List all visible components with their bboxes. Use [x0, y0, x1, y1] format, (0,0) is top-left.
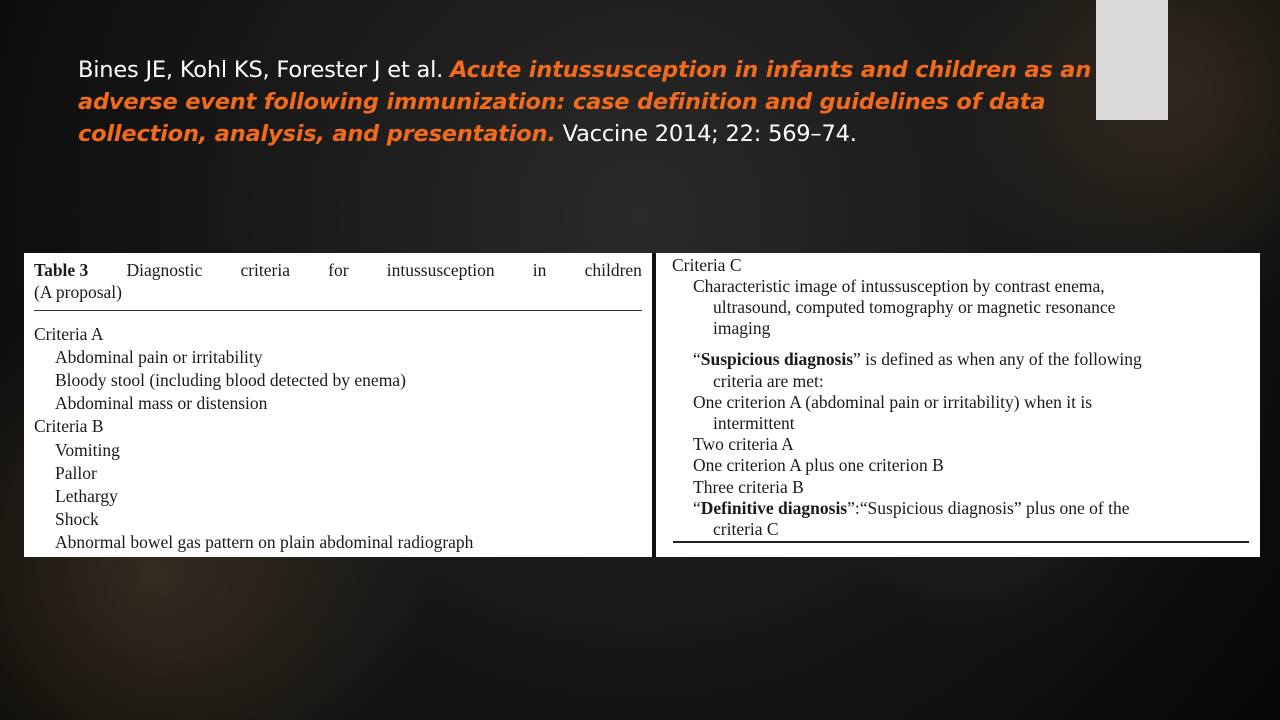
criteria-item: Vomiting — [55, 440, 120, 460]
table-right-panel — [656, 253, 1260, 557]
table-caption-word: Diagnostic — [126, 260, 203, 280]
table-header-rule — [34, 310, 642, 311]
citation-journal: Vaccine 2014; 22: 569–74. — [555, 121, 857, 147]
diagnosis-option-line: One criterion A (abdominal pain or irritability) when it is — [693, 392, 1093, 412]
suspicious-diagnosis-term: Suspicious diagnosis — [700, 349, 854, 369]
criteria-item: Bloody stool (including blood detected by enema) — [55, 370, 406, 390]
table-caption-word: criteria — [240, 260, 290, 280]
suspicious-diagnosis-continuation: criteria are met: — [713, 371, 824, 391]
definitive-diagnosis-continuation: criteria C — [713, 519, 779, 539]
citation-text — [78, 54, 1178, 150]
table-caption-line2: (A proposal) — [34, 282, 122, 302]
table-caption-word: for — [328, 260, 349, 280]
suspicious-diagnosis-line: “Suspicious diagnosis” is defined as when any of the following — [693, 349, 1142, 369]
diagnosis-option-line: Two criteria A — [693, 434, 794, 454]
criteria-c-line: ultrasound, computed tomography or magnetic resonance — [713, 297, 1116, 317]
citation-authors: Bines JE, Kohl KS, Forester J et al. — [78, 57, 451, 83]
definitive-diagnosis-rest: ”:“Suspicious diagnosis” plus one of the — [847, 498, 1130, 518]
criteria-item: Abnormal bowel gas pattern on plain abdominal radiograph — [55, 532, 474, 552]
table-bottom-rule — [673, 541, 1249, 543]
definitive-diagnosis-line: “Definitive diagnosis”:“Suspicious diagnosis” plus one of the — [693, 498, 1130, 518]
table-label: Table 3 — [34, 260, 89, 280]
diagnosis-option-line: One criterion A plus one criterion B — [693, 455, 944, 475]
table-caption — [34, 259, 642, 303]
diagnosis-option-line: Three criteria B — [693, 477, 804, 497]
criteria-c-heading: Criteria C — [672, 255, 742, 275]
criteria-item: Abdominal mass or distension — [55, 393, 268, 413]
table-caption-word: in — [532, 260, 547, 280]
criteria-item: Lethargy — [55, 486, 118, 506]
table-caption-word: intussusception — [386, 260, 495, 280]
criteria-c-line: imaging — [713, 318, 771, 338]
criteria-heading: Criteria B — [34, 416, 104, 436]
table-left-panel — [24, 253, 652, 557]
criteria-item: Shock — [55, 509, 99, 529]
table-caption-line1 — [34, 259, 642, 281]
definitive-diagnosis-term: Definitive diagnosis — [700, 498, 848, 518]
citation-title: Acute intussusception in infants and children as an adverse event following immunization: case definition and guidelines of data collection, analysis, and presentation. — [78, 57, 1092, 147]
criteria-heading: Criteria A — [34, 324, 104, 344]
criteria-item: Abdominal pain or irritability — [55, 347, 263, 367]
diagnosis-option-line: intermittent — [713, 413, 795, 433]
criteria-item: Pallor — [55, 463, 97, 483]
criteria-c-line: Characteristic image of intussusception by contrast enema, — [693, 276, 1105, 296]
table-caption-word: children — [584, 260, 642, 280]
suspicious-diagnosis-rest: ” is defined as when any of the following — [853, 349, 1142, 369]
